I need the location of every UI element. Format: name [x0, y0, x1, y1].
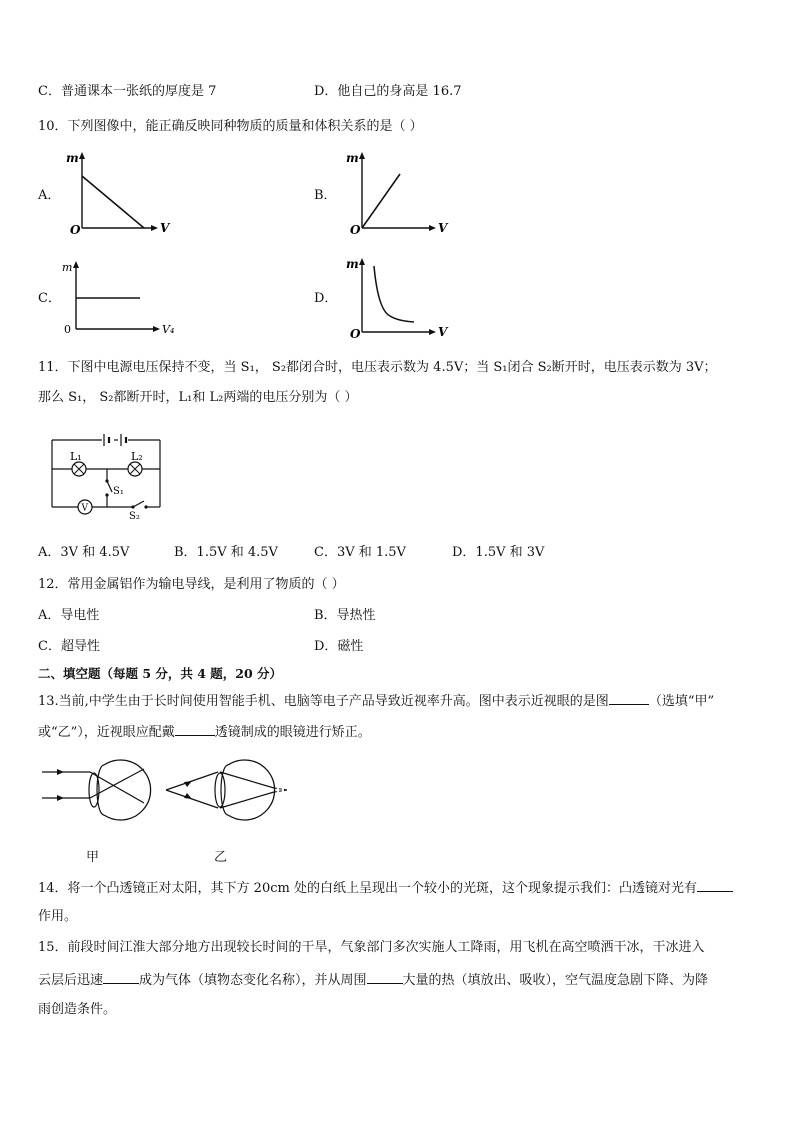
graph-a-origin: O — [70, 223, 81, 237]
q15-line2 — [38, 971, 708, 989]
q13-line2 — [38, 723, 371, 741]
q10-option-d-label: D． — [314, 291, 338, 306]
graph-c-constant-line — [60, 255, 190, 340]
q11-option-a: A．3V 和 4.5V — [38, 545, 130, 560]
graph-b-axis-v: V — [438, 221, 448, 235]
q9-option-d: D．他自己的身高是 16.7 — [314, 84, 462, 99]
graph-d-axis-m: m — [346, 257, 359, 271]
label-l2: L₂ — [131, 450, 143, 463]
eye-label-jia: 甲 — [86, 850, 100, 865]
graph-c-origin: 0 — [64, 323, 71, 336]
q13-line2-text-a: 或“乙”），近视眼应配戴 — [38, 725, 175, 740]
eye-label-yi: 乙 — [214, 850, 228, 865]
voltmeter-label: V — [81, 503, 88, 514]
q10-question: 10．下列图像中，能正确反映同种物质的质量和体积关系的是（ ） — [38, 119, 423, 134]
q15-line1: 15．前段时间江淮大部分地方出现较长时间的干旱，气象部门多次实施人工降雨，用飞机在高空喷洒干冰，干冰进入 — [38, 940, 705, 955]
graph-d-origin: O — [350, 327, 361, 341]
eye-diagram-yi — [166, 760, 288, 820]
q14-line1 — [38, 879, 733, 897]
switch-s2 — [133, 501, 144, 507]
switch-s1 — [107, 481, 112, 492]
q14-line1-text: 14．将一个凸透镜正对太阳，其下方 20cm 处的白纸上呈现出一个较小的光斑，这个现象提示我们：凸透镜对光有 — [38, 881, 697, 896]
graph-c-axis-v: V₄ — [162, 323, 175, 336]
graph-a-axis-v: V — [160, 221, 170, 235]
q10-option-c-label: C． — [38, 291, 61, 306]
q11-question-line1: 11．下图中电源电压保持不变，当 S₁， S₂都闭合时，电压表示数为 4.5V；当 S₁闭合 S₂断开时，电压表示数为 3V； — [38, 360, 717, 375]
q13-line1-text-a: 13.当前,中学生由于长时间使用智能手机、电脑等电子产品导致近视率升高。图中表示近视眼的是图 — [38, 694, 609, 709]
graph-a-axis-m: m — [66, 151, 79, 165]
label-s2: S₂ — [129, 511, 140, 520]
q14-blank[interactable] — [697, 879, 733, 892]
q11-option-b: B．1.5V 和 4.5V — [174, 545, 278, 560]
section-heading-fill-in: 二、填空题（每题 5 分，共 4 题，20 分） — [38, 666, 283, 681]
q13-line1 — [38, 692, 714, 710]
q9-option-c: C．普通课本一张纸的厚度是 7 — [38, 84, 217, 99]
eye-diagram-jia — [42, 760, 151, 820]
q15-blank-1[interactable] — [103, 971, 139, 984]
q15-line3: 雨创造条件。 — [38, 1002, 117, 1017]
graph-b-proportional-line — [340, 148, 460, 238]
q13-line1-text-b: （选填“甲” — [648, 694, 715, 709]
q15-blank-2[interactable] — [367, 971, 403, 984]
q12-option-d: D．磁性 — [314, 639, 364, 654]
q10-option-b-label: B． — [314, 188, 337, 203]
q15-line2-text-c: 大量的热（填放出、吸收），空气温度急剧下降、为降 — [402, 973, 709, 988]
graph-a-decreasing-line — [60, 148, 180, 238]
q14-line2: 作用。 — [38, 909, 78, 924]
q12-question: 12．常用金属铝作为输电导线，是利用了物质的（ ） — [38, 577, 345, 592]
graph-b-axis-m: m — [346, 151, 359, 165]
q13-blank-1[interactable] — [609, 692, 649, 705]
q11-option-c: C．3V 和 1.5V — [314, 545, 406, 560]
eye-diagrams — [38, 755, 298, 825]
q13-blank-2[interactable] — [175, 723, 215, 736]
q10-option-a-label: A． — [38, 188, 61, 203]
q11-option-d: D．1.5V 和 3V — [452, 545, 545, 560]
circuit-diagram — [40, 428, 170, 520]
label-l1: L₁ — [70, 450, 82, 463]
graph-b-origin: O — [350, 223, 361, 237]
graph-d-axis-v: V — [438, 325, 448, 339]
graph-c-axis-m: m — [62, 261, 73, 274]
q15-line2-text-a: 云层后迅速 — [38, 973, 104, 988]
q11-question-line2: 那么 S₁， S₂都断开时，L₁和 L₂两端的电压分别为（ ） — [38, 390, 358, 405]
label-s1: S₁ — [113, 486, 124, 497]
q12-option-c: C．超导性 — [38, 639, 100, 654]
q12-option-b: B．导热性 — [314, 608, 376, 623]
graph-d-inverse-curve — [340, 252, 460, 342]
q15-line2-text-b: 成为气体（填物态变化名称），并从周围 — [139, 973, 367, 988]
q12-option-a: A．导电性 — [38, 608, 100, 623]
q13-line2-text-b: 透镜制成的眼镜进行矫正。 — [214, 725, 371, 740]
